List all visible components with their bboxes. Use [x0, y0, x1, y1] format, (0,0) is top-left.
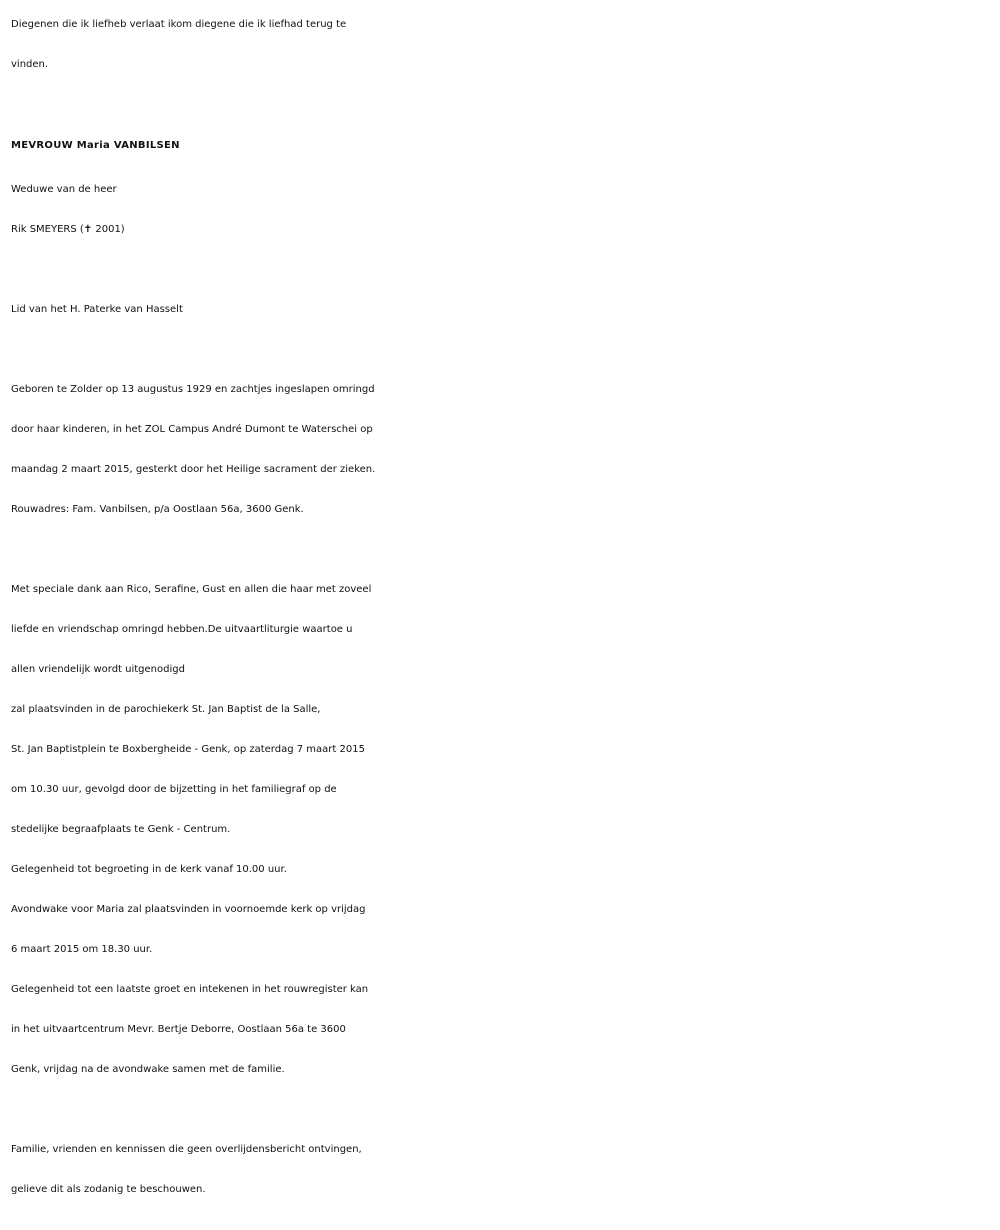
paragraph-line: Avondwake voor Maria zal plaatsvinden in voornoemde kerk op vrijdag [11, 904, 366, 915]
obituary-notice [11, 5, 991, 1210]
intro-line: Diegenen die ik liefheb verlaat ikom diegene die ik liefhad terug te [11, 19, 347, 30]
spacer [11, 530, 991, 570]
paragraph-line: maandag 2 maart 2015, gesterkt door het Heilige sacrament der zieken. [11, 464, 376, 475]
widow-info [11, 170, 991, 250]
deceased-name: MEVROUW Maria VANBILSEN [11, 140, 180, 151]
paragraph-line: Met speciale dank aan Rico, Serafine, Gust en allen die haar met zoveel [11, 584, 372, 595]
spacer [11, 250, 991, 290]
intro-line: vinden. [11, 59, 49, 70]
paragraph-line: om 10.30 uur, gevolgd door de bijzetting in het familiegraf op de [11, 784, 337, 795]
membership-line: Lid van het H. Paterke van Hasselt [11, 304, 183, 315]
ceremony-paragraph [11, 570, 991, 1090]
paragraph-line: St. Jan Baptistplein te Boxbergheide - Genk, op zaterdag 7 maart 2015 [11, 744, 365, 755]
birth-death-paragraph [11, 370, 991, 530]
paragraph-line: liefde en vriendschap omringd hebben.De uitvaartliturgie waartoe u [11, 624, 353, 635]
spacer [11, 1090, 991, 1130]
paragraph-line: Familie, vrienden en kennissen die geen overlijdensbericht ontvingen, [11, 1144, 362, 1155]
spacer [11, 330, 991, 370]
paragraph-line: zal plaatsvinden in de parochiekerk St. Jan Baptist de la Salle, [11, 704, 321, 715]
paragraph-line: Geboren te Zolder op 13 augustus 1929 en zachtjes ingeslapen omringd [11, 384, 375, 395]
paragraph-line: allen vriendelijk wordt uitgenodigd [11, 664, 185, 675]
paragraph-line: Gelegenheid tot begroeting in de kerk vanaf 10.00 uur. [11, 864, 287, 875]
widow-line: Rik SMEYERS (✝ 2001) [11, 224, 125, 235]
paragraph-line: in het uitvaartcentrum Mevr. Bertje Deborre, Oostlaan 56a te 3600 [11, 1024, 346, 1035]
paragraph-line: gelieve dit als zodanig te beschouwen. [11, 1184, 206, 1195]
paragraph-line: Gelegenheid tot een laatste groet en intekenen in het rouwregister kan [11, 984, 369, 995]
widow-line: Weduwe van de heer [11, 184, 117, 195]
paragraph-line: stedelijke begraafplaats te Genk - Centrum. [11, 824, 231, 835]
paragraph-line: Genk, vrijdag na de avondwake samen met de familie. [11, 1064, 285, 1075]
address-line: Rouwadres: Fam. Vanbilsen, p/a Oostlaan 56a, 3600 Genk. [11, 504, 304, 515]
paragraph-line: door haar kinderen, in het ZOL Campus André Dumont te Waterschei op [11, 424, 373, 435]
paragraph-line: 6 maart 2015 om 18.30 uur. [11, 944, 153, 955]
closing-paragraph [11, 1130, 991, 1210]
intro-quote [11, 5, 991, 85]
